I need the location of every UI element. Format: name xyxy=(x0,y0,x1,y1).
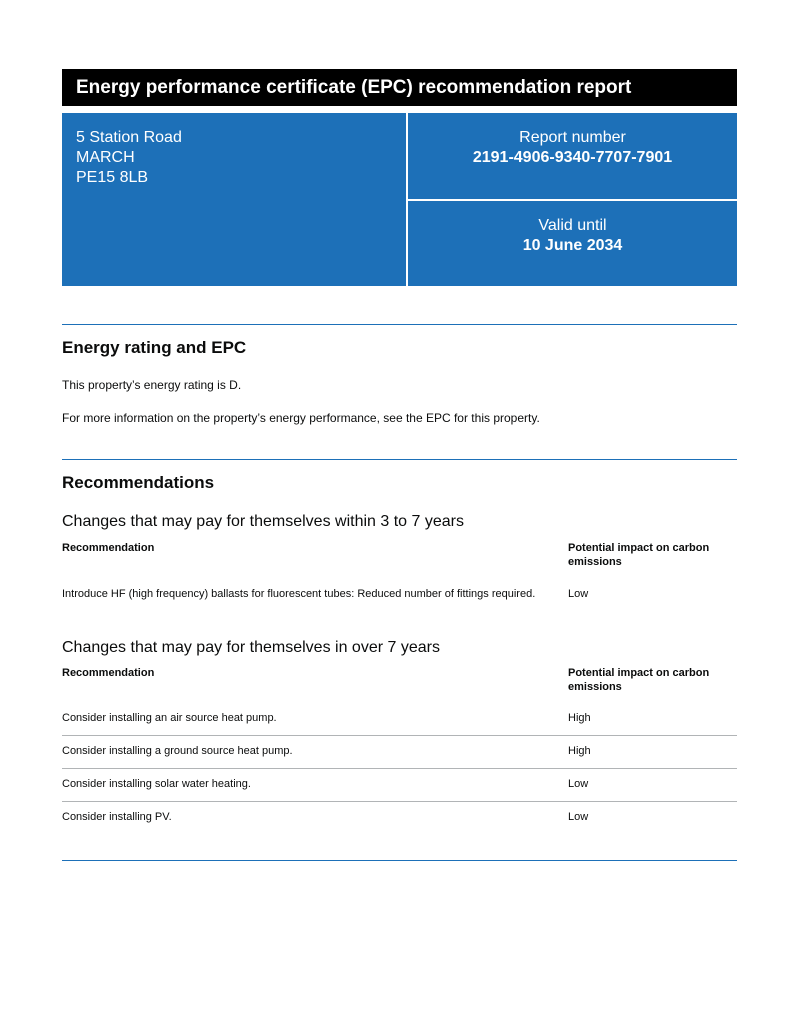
section-divider xyxy=(62,459,737,460)
table-row-impact: Low xyxy=(568,811,589,823)
table-row-recommendation: Consider installing PV. xyxy=(62,811,172,823)
valid-until-date: 10 June 2034 xyxy=(522,237,623,254)
epc-info-text: For more information on the property’s energy performance, see the EPC for this property. xyxy=(62,411,540,425)
group-title: Changes that may pay for themselves within 3 to 7 years xyxy=(62,513,464,530)
table-row-impact: High xyxy=(568,712,591,724)
column-header-impact: Potential impact on carbon emissions xyxy=(568,667,710,693)
table-row-recommendation: Introduce HF (high frequency) ballasts for fluorescent tubes: Reduced number of fittings required. xyxy=(62,588,536,600)
section-divider xyxy=(62,324,737,325)
energy-rating-heading: Energy rating and EPC xyxy=(62,338,247,357)
section-divider xyxy=(62,860,737,861)
table-row-impact: High xyxy=(568,745,591,757)
address-line-2: MARCH xyxy=(76,149,135,166)
table-row-recommendation: Consider installing a ground source heat pump. xyxy=(62,745,293,757)
page-title: Energy performance certificate (EPC) recommendation report xyxy=(62,69,737,106)
column-header-recommendation: Recommendation xyxy=(62,667,155,679)
row-divider xyxy=(62,801,737,802)
recommendations-heading: Recommendations xyxy=(62,473,215,492)
table-row-recommendation: Consider installing solar water heating. xyxy=(62,778,251,790)
table-row-recommendation: Consider installing an air source heat pump. xyxy=(62,712,277,724)
report-number-panel xyxy=(408,113,737,199)
table-row-impact: Low xyxy=(568,778,589,790)
address-panel xyxy=(62,113,406,286)
energy-rating-text: This property’s energy rating is D. xyxy=(62,378,242,392)
valid-until-label: Valid until xyxy=(538,217,607,234)
valid-until-panel xyxy=(408,201,737,286)
column-header-impact: Potential impact on carbon emissions xyxy=(568,542,710,568)
report-number-value: 2191-4906-9340-7707-7901 xyxy=(472,149,673,166)
address-line-1: 5 Station Road xyxy=(76,129,182,146)
table-row-impact: Low xyxy=(568,588,589,600)
group-title: Changes that may pay for themselves in over 7 years xyxy=(62,639,440,656)
row-divider xyxy=(62,735,737,736)
address-line-3: PE15 8LB xyxy=(76,169,149,186)
row-divider xyxy=(62,768,737,769)
column-header-recommendation: Recommendation xyxy=(62,542,155,554)
report-number-label: Report number xyxy=(519,129,626,146)
